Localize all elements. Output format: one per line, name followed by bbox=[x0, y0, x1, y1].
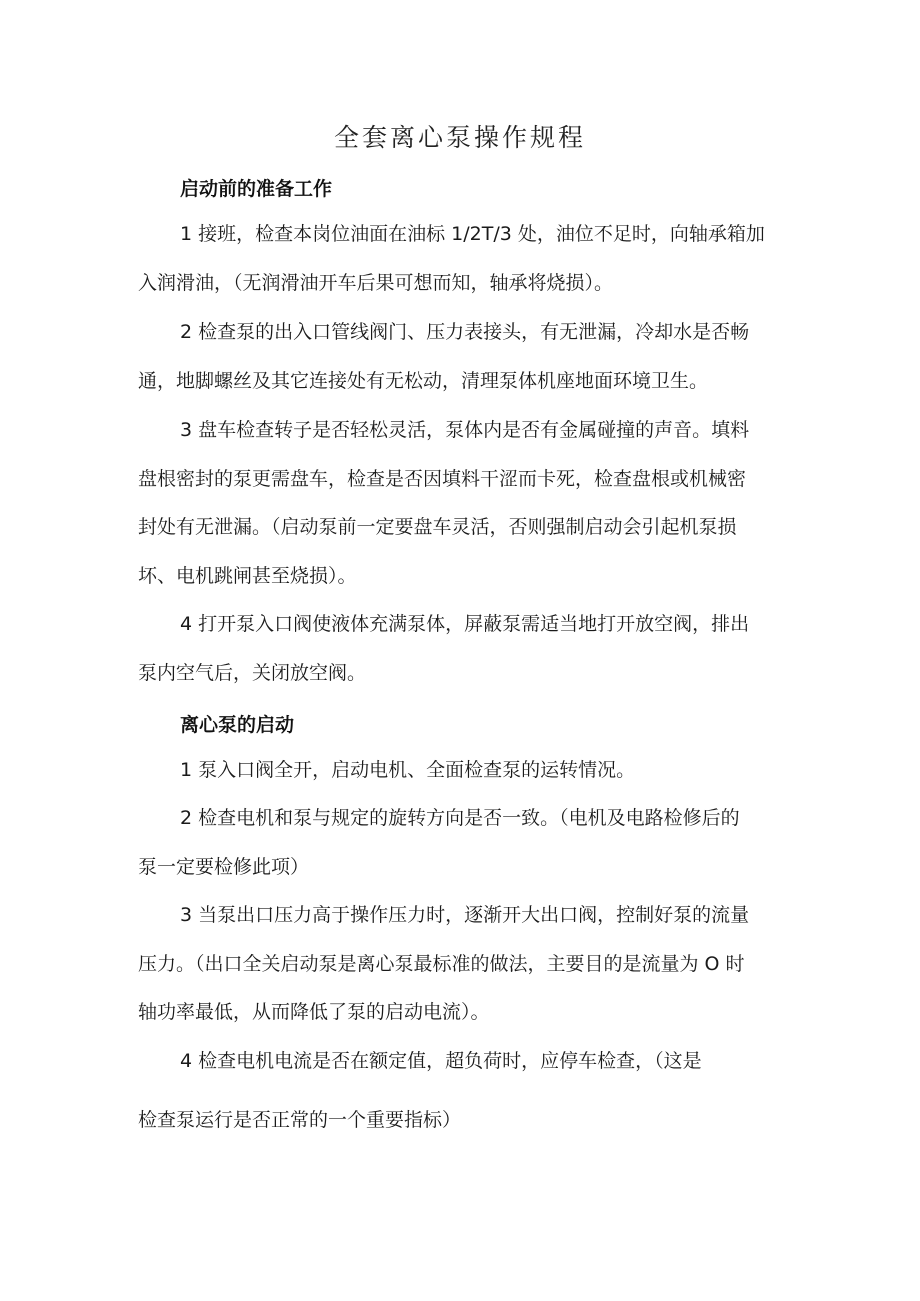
section-heading-startup: 离心泵的启动 bbox=[180, 714, 295, 736]
paragraph-line: 2 检查泵的出入口管线阀门、压力表接头，有无泄漏，冷却水是否畅 bbox=[180, 321, 750, 343]
paragraph-line: 1 泵入口阀全开，启动电机、全面检查泵的运转情况。 bbox=[180, 759, 636, 781]
paragraph-line: 压力。（出口全关启动泵是离心泵最标准的做法，主要目的是流量为 O 时 bbox=[138, 953, 745, 975]
paragraph-line: 4 检查电机电流是否在额定值，超负荷时，应停车检查，（这是 bbox=[180, 1050, 702, 1072]
paragraph-line: 3 盘车检查转子是否轻松灵活，泵体内是否有金属碰撞的声音。填料 bbox=[180, 419, 750, 441]
section-heading-preparation: 启动前的准备工作 bbox=[180, 178, 333, 200]
paragraph-line: 1 接班，检查本岗位油面在油标 1/2T/3 处，油位不足时，向轴承箱加 bbox=[180, 223, 765, 245]
paragraph-line: 轴功率最低，从而降低了泵的启动电流）。 bbox=[138, 1001, 490, 1023]
paragraph-line: 4 打开泵入口阀使液体充满泵体，屏蔽泵需适当地打开放空阀，排出 bbox=[180, 613, 750, 635]
paragraph-line: 3 当泵出口压力高于操作压力时，逐渐开大出口阀，控制好泵的流量 bbox=[180, 904, 750, 926]
paragraph-line: 通，地脚螺丝及其它连接处有无松动，清理泵体机座地面环境卫生。 bbox=[138, 370, 709, 392]
paragraph-line: 盘根密封的泵更需盘车，检查是否因填料干涩而卡死，检查盘根或机械密 bbox=[138, 468, 747, 490]
paragraph-line: 泵一定要检修此项） bbox=[138, 856, 310, 878]
paragraph-line: 泵内空气后，关闭放空阀。 bbox=[138, 662, 367, 684]
paragraph-line: 检查泵运行是否正常的一个重要指标） bbox=[138, 1109, 462, 1131]
document-title: 全套离心泵操作规程 bbox=[333, 123, 586, 152]
paragraph-line: 封处有无泄漏。（启动泵前一定要盘车灵活，否则强制启动会引起机泵损 bbox=[138, 516, 737, 538]
paragraph-line: 入润滑油，（无润滑油开车后果可想而知，轴承将烧损）。 bbox=[138, 272, 614, 294]
paragraph-line: 2 检查电机和泵与规定的旋转方向是否一致。（电机及电路检修后的 bbox=[180, 807, 740, 829]
paragraph-line: 坏、电机跳闸甚至烧损）。 bbox=[138, 565, 357, 587]
